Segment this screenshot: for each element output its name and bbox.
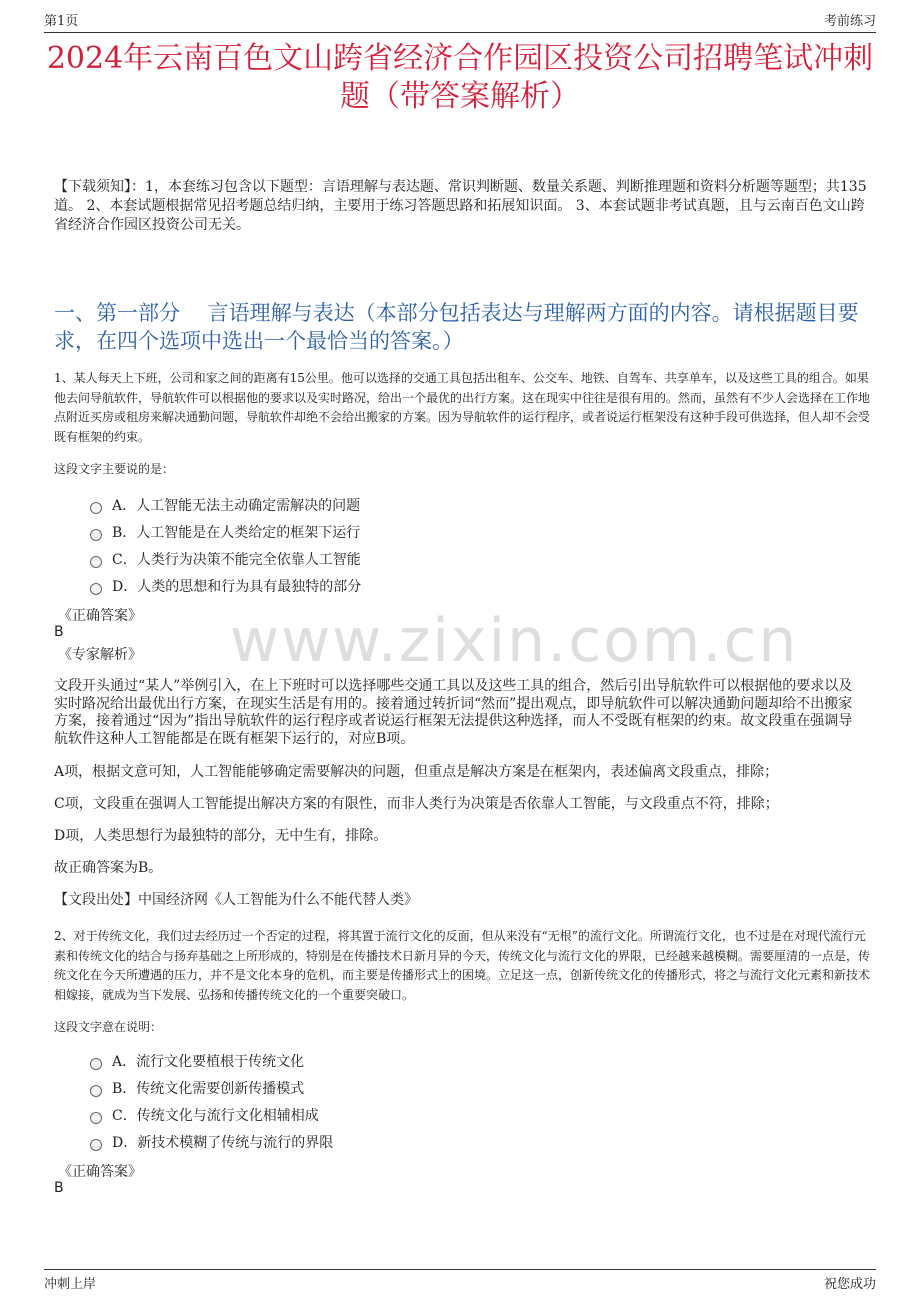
analysis-option-d: D项，人类思想行为最独特的部分，无中生有，排除。 [54,828,388,844]
option-b[interactable]: B．传统文化需要创新传播模式 [90,1074,333,1101]
option-d[interactable]: D．人类的思想和行为具有最独特的部分 [90,572,361,599]
question-2-options [90,1047,333,1155]
question-1-stem: 1、某人每天上下班，公司和家之间的距离有15公里。他可以选择的交通工具包括出租车、公交车、地铁、自驾车、共享单车，以及这些工具的组合。如果他去问导航软件，导航软件可以根据他的要求以及实时路况，给出一个最优的出行方案。这在现实中往往是很有用的。然而，虽然有不少人会选择在工作地点附近买房或租房来解决通勤问题，导航软件却绝不会给出搬家的方案。因为导航软件的运行程序，或者说运行框架没有这种手段可供选择，但人却不会受既有框架的约束。 [54,371,871,444]
option-b[interactable]: B．人工智能是在人类给定的框架下运行 [90,518,361,545]
answer-value: B [54,1180,64,1196]
footer-left: 冲刺上岸 [44,1277,97,1292]
header-category: 考前练习 [823,14,876,29]
question-2-stem: 2、对于传统文化，我们过去经历过一个否定的过程，将其置于流行文化的反面，但从来没有“无根”的流行文化。所谓流行文化，也不过是在对现代流行元素和传统文化的结合与扬弃基础之上所形成的，特别是在传播技术日新月异的今天，传统文化与流行文化的界限，已经越来越模糊。需要厘清的一点是，传统文化在今天所遭遇的压力，并不是文化本身的危机，而主要是传播形式上的困境。立足这一点，创新传统文化的传播形式，将之与流行文化元素和新技术相嫁接，就成为当下发展、弘扬和传播传统文化的一个重要突破口。 [54,929,871,1002]
analysis-option-c: C项，文段重在强调人工智能提出解决方案的有限性，而非人类行为决策是否依靠人工智能，与文段重点不符，排除； [54,796,779,812]
answer-label: 《正确答案》 [58,1164,142,1180]
option-c[interactable]: C．人类行为决策不能完全依靠人工智能 [90,545,361,572]
radio-icon[interactable] [90,502,102,514]
question-2-prompt: 这段文字意在说明： [54,1020,163,1034]
analysis-label: 《专家解析》 [58,647,142,663]
radio-icon[interactable] [90,583,102,595]
radio-icon[interactable] [90,556,102,568]
radio-icon[interactable] [90,1139,102,1151]
option-a[interactable]: A．流行文化要植根于传统文化 [90,1047,333,1074]
analysis-option-a: A项，根据文意可知，人工智能能够确定需要解决的问题，但重点是解决方案是在框架内，表述偏离文段重点，排除； [54,764,779,780]
analysis-conclusion: 故正确答案为B。 [54,860,163,876]
radio-icon[interactable] [90,1058,102,1070]
footer-right: 祝您成功 [823,1277,876,1292]
question-1-prompt: 这段文字主要说的是： [54,462,175,476]
radio-icon[interactable] [90,1112,102,1124]
option-c[interactable]: C．传统文化与流行文化相辅相成 [90,1101,333,1128]
text-source: 【文段出处】中国经济网《人工智能为什么不能代替人类》 [54,892,418,908]
download-notice: 【下载须知】：1，本套练习包含以下题型：言语理解与表达题、常识判断题、数量关系题、判断推理题和资料分析题等题型；共135道。 2、本套试题根据常见招考题总结归纳，主要用于练习答题思路和拓展知识面。 3、本套试题非考试真题，且与云南百色文山跨省经济合作园区投资公司无关。 [54,179,867,233]
page-number: 第1页 [44,14,79,29]
radio-icon[interactable] [90,1085,102,1097]
option-d[interactable]: D．新技术模糊了传统与流行的界限 [90,1128,333,1155]
page-header [44,10,876,33]
answer-value: B [54,624,64,640]
watermark: www.zixin.com.cn [230,606,799,676]
section-title: 一、第一部分 言语理解与表达（本部分包括表达与理解两方面的内容。请根据题目要求，在四个选项中选出一个最恰当的答案。） [54,301,859,353]
analysis-paragraph: 文段开头通过“某人”举例引入，在上下班时可以选择哪些交通工具以及这些工具的组合，然后引出导航软件可以根据他的要求以及实时路况给出最优出行方案，在现实生活是有用的。接着通过转折词“然而”提出观点，即导航软件可以解决通勤问题却给不出搬家方案，接着通过“因为”指出导航软件的运行程序或者说运行框架无法提供这种选择，而人不受既有框架的约束。故文段重在强调导航软件这种人工智能都是在既有框架下运行的，对应B项。 [54,678,853,747]
page-footer [44,1269,876,1292]
radio-icon[interactable] [90,529,102,541]
answer-label: 《正确答案》 [58,608,142,624]
option-a[interactable]: A．人工智能无法主动确定需解决的问题 [90,491,361,518]
document-title: 2024年云南百色文山跨省经济合作园区投资公司招聘笔试冲刺题（带答案解析） [46,41,874,114]
question-1-options [90,491,361,599]
